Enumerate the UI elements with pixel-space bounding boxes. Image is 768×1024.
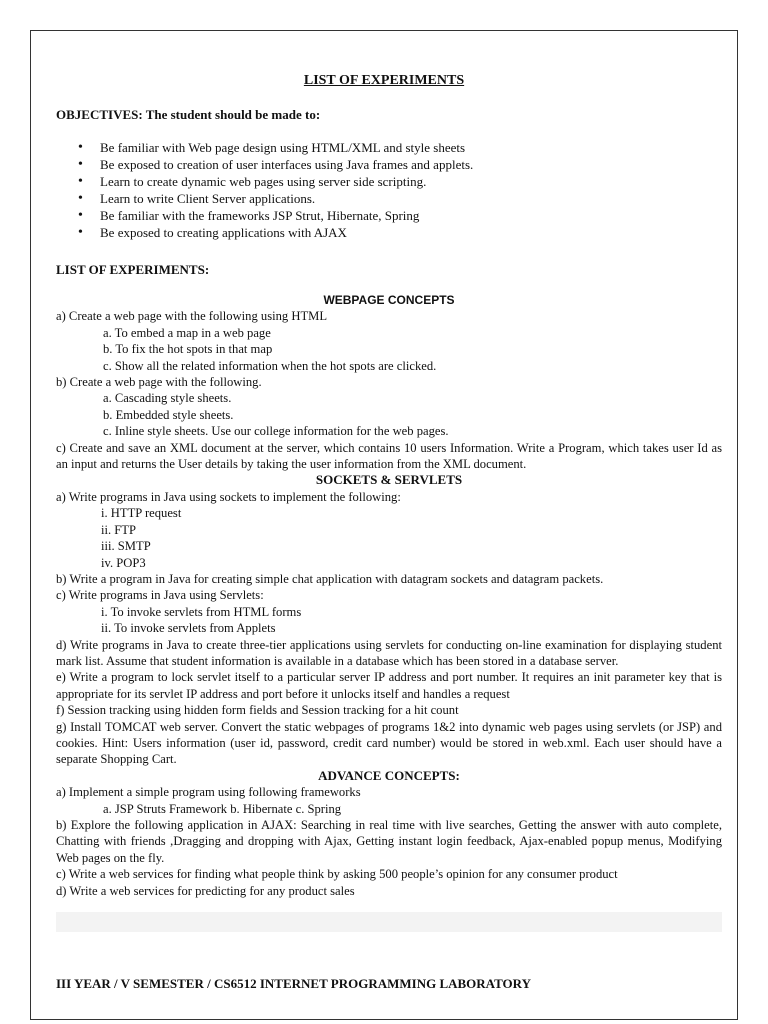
shaded-blank-row [56,912,722,932]
objective-item: • Be familiar with Web page design using HTML/XML and style sheets [100,139,473,156]
page-title: LIST OF EXPERIMENTS [303,73,465,88]
experiment-item: c) Create and save an XML document at the server, which contains 10 users Information. Write a Program, which takes user Id as an input and returns the User details by taking the user information from the XML document. [56,440,722,472]
objectives-heading: OBJECTIVES: The student should be made to: [56,107,321,122]
section-title-webpage-concepts: WEBPAGE CONCEPTS [323,293,455,307]
sub-item: a. JSP Struts Framework b. Hibernate c. Spring [103,801,342,816]
section-title-sockets-servlets: SOCKETS & SERVLETS [315,472,463,488]
page-footer: III YEAR / V SEMESTER / CS6512 INTERNET PROGRAMMING LABORATORY [56,976,531,991]
sub-item: a. To embed a map in a web page [103,325,271,340]
sub-item: i. To invoke servlets from HTML forms [101,604,302,619]
section-title-advance-concepts: ADVANCE CONCEPTS: [318,767,460,783]
sub-item: ii. To invoke servlets from Applets [101,621,276,636]
experiment-item: g) Install TOMCAT web server. Convert the static webpages of programs 1&2 into dynamic web pages using servlets (or JSP) and cookies. Hint: Users information (user id, password, credit card number) would be stored in web.xml. Each user should have a separate Shopping Cart. [56,719,722,767]
experiments-body [56,292,722,899]
objective-item: • Learn to create dynamic web pages using server side scripting. [100,173,473,190]
experiment-item: d) Write a web services for predicting for any product sales [56,883,355,898]
objective-item: • Be exposed to creating applications with AJAX [100,224,473,241]
sub-item: iv. POP3 [101,555,146,570]
sub-item: ii. FTP [101,522,136,537]
sub-item: b. Embedded style sheets. [103,407,234,422]
sub-item: c. Inline style sheets. Use our college information for the web pages. [103,424,449,439]
experiment-item: b) Write a program in Java for creating simple chat application with datagram sockets and datagram packets. [56,571,604,586]
experiment-item: a) Write programs in Java using sockets to implement the following: [56,489,401,504]
experiment-item: a) Create a web page with the following using HTML [56,309,328,324]
experiment-item: b) Explore the following application in AJAX: Searching in real time with live searches, Getting the answer with auto complete, Chatting with friends ,Dragging and dropping with Ajax, Getting instant login feedback, Ajax-enabled popup menus, Modifying Web pages on the fly. [56,818,722,865]
experiment-item: d) Write programs in Java to create three-tier applications using servlets for conducting on-line examination for displaying student mark list. Assume that student information is available in a database which has been stored in a database server. [56,637,722,668]
sub-item: iii. SMTP [101,539,151,554]
objective-item: • Learn to write Client Server applications. [100,190,473,207]
experiments-heading: LIST OF EXPERIMENTS: [56,262,210,277]
sub-item: i. HTTP request [101,506,182,521]
sub-item: a. Cascading style sheets. [103,391,232,406]
objective-item: • Be familiar with the frameworks JSP Strut, Hibernate, Spring [100,207,473,224]
sub-item: c. Show all the related information when the hot spots are clicked. [103,358,437,373]
experiment-item: f) Session tracking using hidden form fields and Session tracking for a hit count [56,703,459,718]
experiment-item: e) Write a program to lock servlet itself to a particular server IP address and port number. It requires an init parameter key that is appropriate for its servlet IP address and port before it unlocks itself and handles a request [56,670,722,701]
experiment-item: c) Write a web services for finding what people think by asking 500 people’s opinion for any consumer product [56,867,618,882]
experiment-item: b) Create a web page with the following. [56,375,262,390]
objective-item: • Be exposed to creation of user interfaces using Java frames and applets. [100,156,473,173]
experiment-item: a) Implement a simple program using following frameworks [56,785,361,800]
sub-item: b. To fix the hot spots in that map [103,342,273,357]
experiment-item: c) Write programs in Java using Servlets: [56,588,264,603]
objectives-list [100,139,473,241]
